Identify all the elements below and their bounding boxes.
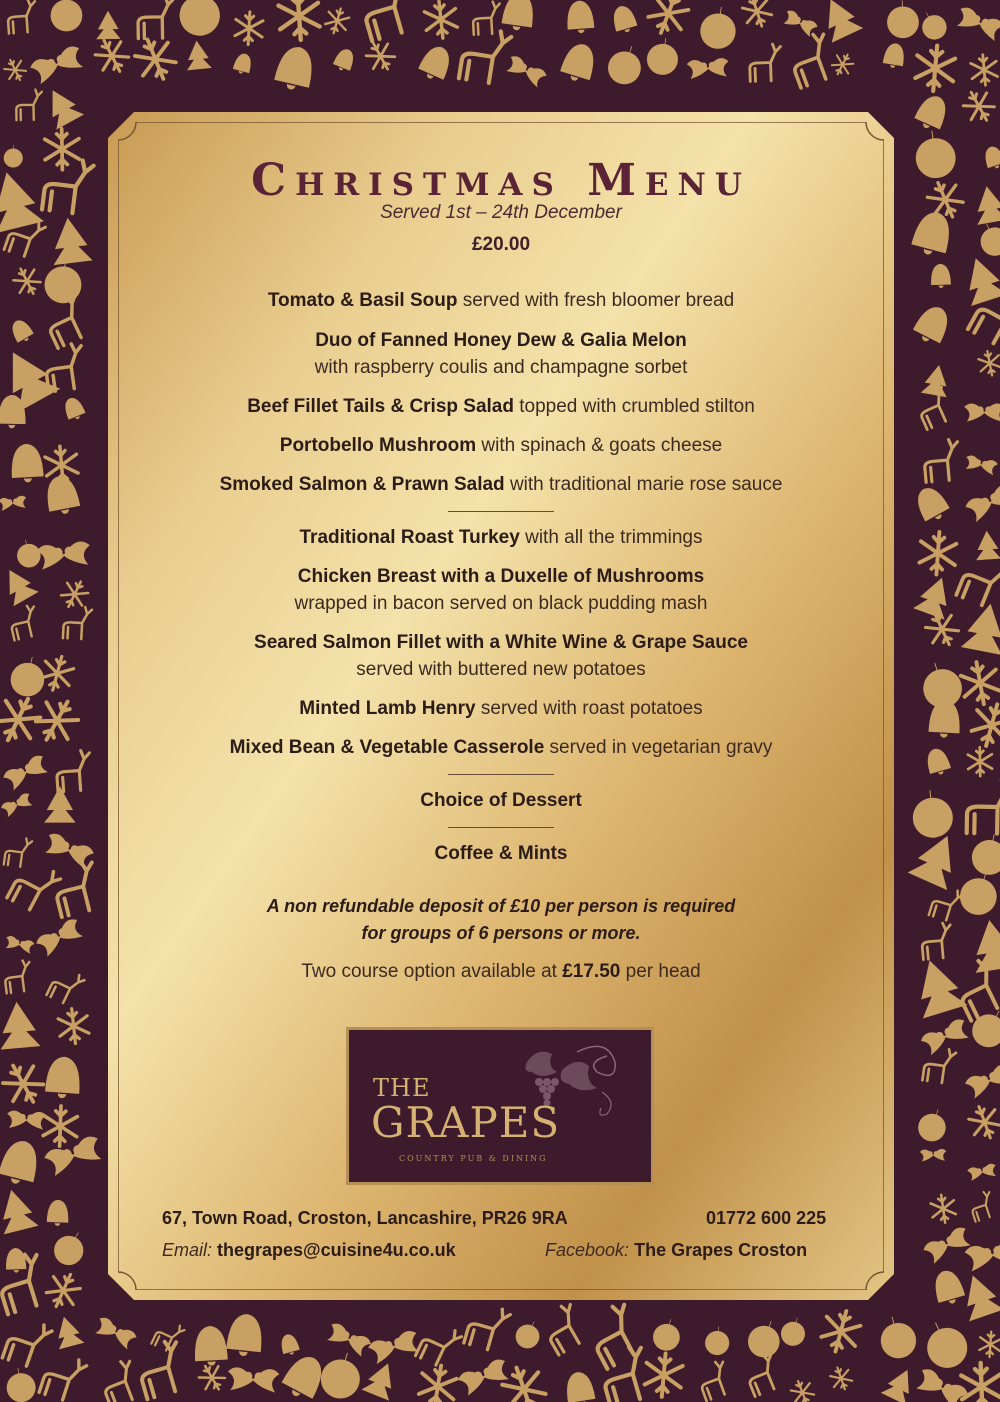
reindeer-icon xyxy=(16,90,42,121)
two-course-prefix: Two course option available at xyxy=(301,961,563,982)
snowflake-icon xyxy=(0,1057,48,1110)
holly-icon xyxy=(967,1163,997,1180)
item-desc: served with fresh bloomer bread xyxy=(457,290,735,311)
holly-icon xyxy=(920,1149,946,1161)
bell-icon xyxy=(47,1200,69,1226)
holly-icon xyxy=(37,541,91,569)
holly-icon xyxy=(2,754,49,791)
snowflake-icon xyxy=(645,0,693,39)
bell-icon xyxy=(279,1333,300,1357)
christmas-tree-icon xyxy=(40,83,84,129)
christmas-tree-icon xyxy=(972,184,1000,224)
item-name: Portobello Mushroom xyxy=(279,435,477,456)
holly-icon xyxy=(228,1367,279,1392)
holly-icon xyxy=(955,6,1000,42)
christmas-tree-icon xyxy=(52,1314,84,1349)
reindeer-icon xyxy=(749,44,782,82)
bauble-icon xyxy=(49,1226,90,1270)
holly-icon xyxy=(687,58,729,79)
item-desc: served with roast potatoes xyxy=(475,698,703,719)
bauble-icon xyxy=(744,1316,786,1361)
bell-icon xyxy=(610,4,638,35)
holly-icon xyxy=(0,792,33,817)
christmas-tree-icon xyxy=(362,1359,401,1401)
item-name: Chicken Breast with a Duxelle of Mushrooms xyxy=(297,566,705,587)
facebook-label: Facebook: xyxy=(545,1240,630,1260)
item-desc: served in vegetarian gravy xyxy=(544,737,773,758)
reindeer-icon xyxy=(464,1302,511,1353)
bauble-icon xyxy=(916,7,951,44)
snowflake-icon xyxy=(91,34,132,78)
reindeer-icon xyxy=(138,0,175,39)
reindeer-icon xyxy=(922,1046,956,1084)
menu-item xyxy=(108,524,894,551)
christmas-tree-icon xyxy=(0,564,38,606)
christmas-tree-icon xyxy=(975,530,1000,560)
bauble-icon xyxy=(4,1366,37,1402)
bell-icon xyxy=(924,746,951,777)
reindeer-icon xyxy=(459,26,512,85)
snowflake-icon xyxy=(969,700,1000,751)
reindeer-icon xyxy=(8,604,41,640)
item-name: Beef Fillet Tails & Crisp Salad xyxy=(247,396,514,417)
two-course-suffix: per head xyxy=(620,961,701,982)
reindeer-icon xyxy=(7,0,37,34)
menu-item xyxy=(108,327,894,381)
item-name: Seared Salmon Fillet with a White Wine & Grape Sauce xyxy=(254,632,748,653)
item-name: Duo of Fanned Honey Dew & Galia Melon xyxy=(315,330,687,351)
snowflake-icon xyxy=(919,531,957,576)
reindeer-icon xyxy=(4,836,33,868)
snowflake-icon xyxy=(278,0,321,41)
holly-icon xyxy=(505,54,548,88)
item-name: Tomato & Basil Soup xyxy=(267,290,458,311)
bell-icon xyxy=(62,395,87,422)
snowflake-icon xyxy=(930,1193,957,1224)
phone: 01772 600 225 xyxy=(706,1208,827,1228)
snowflake-icon xyxy=(961,1362,1000,1402)
christmas-tree-icon xyxy=(909,828,967,889)
reindeer-icon xyxy=(923,439,961,482)
holly-icon xyxy=(43,832,94,869)
reindeer-icon xyxy=(472,1,501,34)
dessert-label: Choice of Dessert xyxy=(420,790,582,811)
the-grapes-logo xyxy=(346,1027,654,1185)
item-desc: with raspberry coulis and champagne sorbet xyxy=(314,357,688,378)
item-name: Smoked Salmon & Prawn Salad xyxy=(219,474,505,495)
bauble-icon xyxy=(14,537,42,569)
christmas-tree-icon xyxy=(45,787,75,822)
snowflake-icon xyxy=(57,1007,90,1045)
email-label: Email: xyxy=(162,1240,213,1260)
reindeer-icon xyxy=(742,1352,784,1397)
menu-price: £20.00 xyxy=(471,234,531,255)
reindeer-icon xyxy=(785,31,838,88)
snowflake-icon xyxy=(968,747,993,776)
bell-icon xyxy=(44,474,81,516)
two-course-price: £17.50 xyxy=(562,961,621,982)
menu-title: Christmas Menu xyxy=(251,155,751,206)
snowflake-icon xyxy=(960,86,999,127)
email-link[interactable]: thegrapes@cuisine4u.co.uk xyxy=(217,1240,456,1260)
snowflake-icon xyxy=(959,659,1000,707)
christmas-tree-icon xyxy=(0,1186,38,1233)
snowflake-icon xyxy=(819,1307,864,1357)
holly-icon xyxy=(457,1358,511,1396)
reindeer-icon xyxy=(357,0,416,41)
bauble-icon xyxy=(876,1313,920,1362)
holly-icon xyxy=(964,483,1000,523)
snowflake-icon xyxy=(323,6,351,37)
reindeer-icon xyxy=(43,343,87,393)
holly-icon xyxy=(368,1329,421,1364)
snowflake-icon xyxy=(979,1331,1000,1358)
bell-icon xyxy=(194,1326,228,1366)
snowflake-icon xyxy=(43,1269,84,1313)
christmas-tree-icon xyxy=(96,11,120,39)
reindeer-icon xyxy=(7,858,62,916)
snowflake-icon xyxy=(235,11,264,45)
bauble-icon xyxy=(704,1326,730,1356)
reindeer-icon xyxy=(929,885,964,923)
reindeer-icon xyxy=(415,1320,462,1370)
holly-icon xyxy=(35,917,85,957)
bell-icon xyxy=(226,1313,264,1357)
deposit-note-line1: A non refundable deposit of £10 per person is required xyxy=(266,896,736,916)
two-course-option xyxy=(108,958,894,985)
christmas-tree-icon xyxy=(49,216,92,264)
christmas-tree-icon xyxy=(881,1364,919,1402)
menu-item xyxy=(108,432,894,459)
snowflake-icon xyxy=(131,33,180,86)
bauble-icon xyxy=(913,129,958,181)
holly-icon xyxy=(94,1316,138,1350)
menu-content xyxy=(108,112,894,1300)
snowflake-icon xyxy=(363,37,399,75)
bauble-icon xyxy=(918,1315,973,1374)
snowflake-icon xyxy=(644,1352,684,1398)
item-desc: topped with crumbled stilton xyxy=(513,396,755,417)
coffee xyxy=(108,840,894,867)
bell-icon xyxy=(911,302,954,347)
item-desc: with spinach & goats cheese xyxy=(476,435,723,456)
bauble-icon xyxy=(956,867,1000,919)
menu-item xyxy=(108,287,894,314)
bell-icon xyxy=(6,1248,27,1273)
bell-icon xyxy=(910,209,954,259)
snowflake-icon xyxy=(740,0,774,30)
snowflake-icon xyxy=(43,1105,78,1146)
snowflake-icon xyxy=(789,1377,817,1402)
menu-item xyxy=(108,695,894,722)
reindeer-icon xyxy=(39,1351,88,1402)
holly-icon xyxy=(44,1135,104,1177)
bell-icon xyxy=(274,44,317,93)
bauble-icon xyxy=(699,5,739,51)
holly-icon xyxy=(964,455,998,475)
bauble-icon xyxy=(911,789,955,840)
facebook-line xyxy=(545,1240,807,1261)
bell-icon xyxy=(883,42,906,69)
holly-icon xyxy=(965,1239,1000,1271)
deposit-note-line2: for groups of 6 persons or more. xyxy=(361,923,641,943)
item-name: Mixed Bean & Vegetable Casserole xyxy=(229,737,545,758)
logo-tagline: COUNTRY PUB & DINING xyxy=(399,1154,548,1163)
christmas-tree-icon xyxy=(908,955,966,1018)
bauble-icon xyxy=(512,1317,544,1352)
reindeer-icon xyxy=(968,1190,997,1222)
reindeer-icon xyxy=(134,1339,189,1399)
snowflake-icon xyxy=(914,44,956,93)
reindeer-icon xyxy=(920,922,953,959)
reindeer-icon xyxy=(967,780,1000,834)
bell-icon xyxy=(564,1370,596,1402)
christmas-tree-icon xyxy=(0,168,43,233)
bell-icon xyxy=(8,317,35,345)
snowflake-icon xyxy=(829,50,856,78)
item-desc: with all the trimmings xyxy=(519,527,703,548)
bell-icon xyxy=(332,46,357,73)
reindeer-icon xyxy=(2,1316,53,1371)
menu-item xyxy=(108,734,894,761)
christmas-tree-icon xyxy=(185,40,212,70)
divider xyxy=(448,827,554,828)
divider xyxy=(448,511,554,512)
bell-icon xyxy=(0,1137,42,1187)
bell-icon xyxy=(912,483,952,525)
bell-icon xyxy=(11,443,44,482)
bauble-icon xyxy=(967,1003,1000,1052)
bell-icon xyxy=(417,42,455,83)
facebook-link[interactable]: The Grapes Croston xyxy=(634,1240,808,1260)
item-desc: with traditional marie rose sauce xyxy=(504,474,783,495)
bauble-icon xyxy=(171,0,226,41)
bauble-icon xyxy=(915,1105,951,1144)
snowflake-icon xyxy=(31,693,84,749)
bell-icon xyxy=(559,40,599,84)
bell-icon xyxy=(501,0,535,32)
holly-icon xyxy=(914,1367,969,1402)
menu-item xyxy=(108,471,894,498)
bell-icon xyxy=(931,264,951,288)
address: 67, Town Road, Croston, Lancashire, PR26 9RA xyxy=(162,1208,568,1228)
holly-icon xyxy=(922,1226,972,1265)
bauble-icon xyxy=(645,36,681,77)
holly-icon xyxy=(964,1063,1000,1099)
item-desc: wrapped in bacon served on black pudding mash xyxy=(294,593,708,614)
bauble-icon xyxy=(4,145,23,168)
bell-icon xyxy=(931,1268,966,1307)
christmas-tree-icon xyxy=(959,253,1000,305)
snowflake-icon xyxy=(977,349,1000,377)
reindeer-icon xyxy=(63,606,92,640)
item-desc: served with buttered new potatoes xyxy=(356,659,646,680)
bell-icon xyxy=(982,144,1000,170)
item-name: Traditional Roast Turkey xyxy=(299,527,520,548)
reindeer-icon xyxy=(50,859,103,917)
reindeer-icon xyxy=(695,1360,734,1401)
served-dates: Served 1st – 24th December xyxy=(380,202,622,223)
bauble-icon xyxy=(49,0,84,33)
bell-icon xyxy=(913,92,951,133)
reindeer-icon xyxy=(538,1302,589,1355)
snowflake-icon xyxy=(423,0,458,40)
logo-the: THE xyxy=(373,1074,431,1102)
holly-icon xyxy=(4,935,34,953)
snowflake-icon xyxy=(966,1102,1000,1143)
bauble-icon xyxy=(651,1317,683,1353)
bell-icon xyxy=(232,52,253,76)
bauble-icon xyxy=(779,1315,809,1348)
snowflake-icon xyxy=(2,56,29,85)
reindeer-icon xyxy=(97,1359,143,1402)
bauble-icon xyxy=(43,258,83,305)
email-line xyxy=(162,1240,456,1261)
holly-icon xyxy=(965,404,1000,421)
christmas-tree-icon xyxy=(0,1001,40,1049)
menu-item xyxy=(108,563,894,617)
reindeer-icon xyxy=(55,750,92,792)
bauble-icon xyxy=(604,41,647,88)
snowflake-icon xyxy=(417,1363,458,1402)
dessert xyxy=(108,787,894,814)
christmas-tree-icon xyxy=(962,601,1000,655)
holly-icon xyxy=(0,495,27,510)
menu-item xyxy=(108,393,894,420)
holly-icon xyxy=(7,1111,46,1130)
snowflake-icon xyxy=(499,1362,550,1402)
snowflake-icon xyxy=(39,653,76,694)
reindeer-icon xyxy=(3,960,33,994)
item-name: Minted Lamb Henry xyxy=(299,698,476,719)
coffee-label: Coffee & Mints xyxy=(434,843,568,864)
snowflake-icon xyxy=(10,263,44,299)
snowflake-icon xyxy=(970,54,998,87)
bauble-icon xyxy=(317,1348,366,1402)
reindeer-icon xyxy=(46,966,85,1007)
holly-icon xyxy=(920,1017,971,1055)
holly-icon xyxy=(325,1322,372,1358)
divider xyxy=(448,774,554,775)
christmas-tree-icon xyxy=(914,573,957,619)
bell-icon xyxy=(566,0,594,34)
snowflake-icon xyxy=(828,1364,854,1392)
bauble-icon xyxy=(969,831,1000,878)
logo-name: GRAPES xyxy=(371,1098,561,1147)
bell-icon xyxy=(45,1056,81,1099)
menu-item xyxy=(108,629,894,683)
bauble-icon xyxy=(887,0,919,38)
christmas-tree-icon xyxy=(969,918,1000,973)
snowflake-icon xyxy=(45,128,80,170)
holly-icon xyxy=(29,44,85,84)
